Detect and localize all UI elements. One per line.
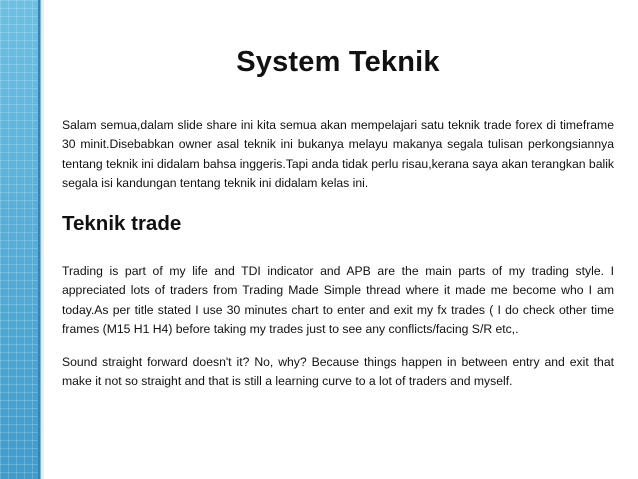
intro-paragraph: Salam semua,dalam slide share ini kita semua akan mempelajari satu teknik trade forex di timeframe 30 minit.Disebabkan owner asal teknik ini bukanya melayu makanya segala tulisan perkongsiannya tentang teknik ini didalam bahsa inggeris.Tapi anda tidak perlu risau,kerana saya akan terangkan balik segala isi kandungan tentang teknik ini didalam kelas ini. [62, 118, 614, 190]
body-paragraph-1: Trading is part of my life and TDI indicator and APB are the main parts of my trading style. I appreciated lots of traders from Trading Made Simple thread where it made me become who I am today.As per title stated I use 30 minutes chart to enter and exit my fx trades ( I do check other time frames (M15 H1 H4) before taking my trades just to see any conflicts/facing S/R etc,. [62, 264, 614, 336]
side-decoration-panel [0, 0, 38, 479]
slide-title: System Teknik [236, 46, 440, 78]
section-heading: Teknik trade [62, 212, 182, 235]
body-paragraph-2: Sound straight forward doesn't it? No, why? Because things happen in between entry and exit that make it not so straight and that is still a learning curve to a lot of traders and myself. [62, 355, 614, 389]
side-decoration-edge [38, 0, 44, 479]
